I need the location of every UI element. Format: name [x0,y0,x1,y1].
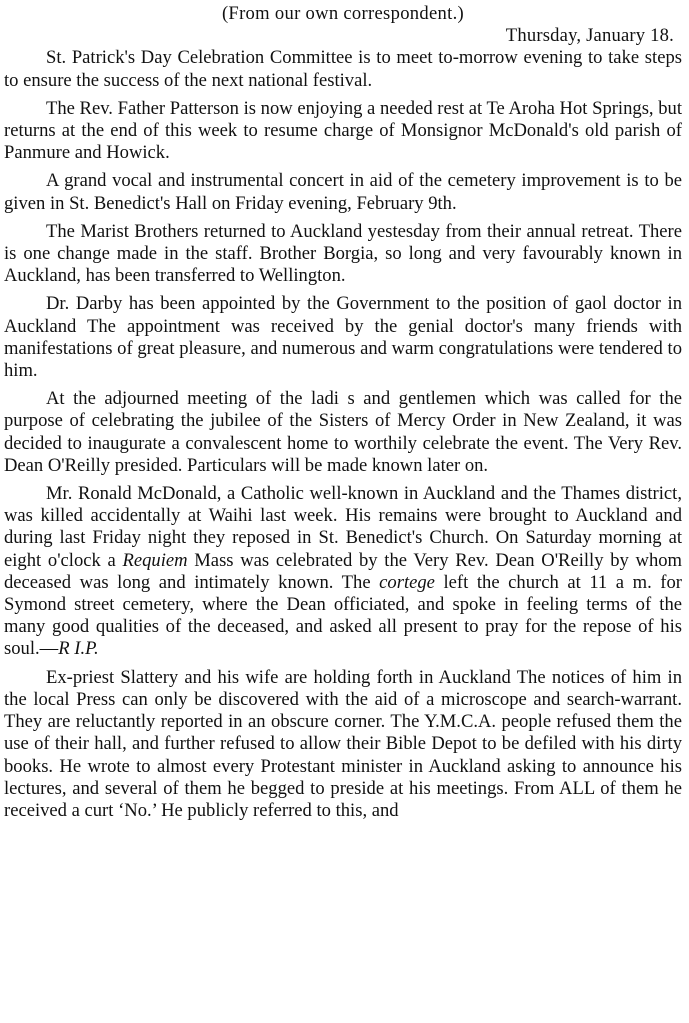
paragraph-concert: A grand vocal and instrumental concert in aid of the cemetery improvement is to be given in St. Benedict's Hall on Friday evening, February 9th. [4,170,682,214]
paragraph-committee: St. Patrick's Day Celebration Committee is to meet to-morrow evening to take steps to ensure the success of the next national festival. [4,47,682,91]
italic-rip: R I.P. [58,638,99,660]
paragraph-dr-darby: Dr. Darby has been appointed by the Government to the position of gaol doctor in Auckland The appointment was received by the genial doctor's many friends with manifestations of great pleasure, and numerous and warm congratulations were tendered to him. [4,293,682,382]
text-run: Mr. Ronald McDonald, a Catholic well-known in Auckland and the Thames district, was killed accidentally at Waihi last week. His remains were brought to Auckland and during last Friday night they reposed in St. Benedict's Church. On Saturday morning at eight o'clock a [4,483,682,571]
paragraph-slattery: Ex-priest Slattery and his wife are holding forth in Auckland The notices of him in the local Press can only be discovered with the aid of a microscope and search-warrant. They are reluctantly reported in an obscure corner. The Y.M.C.A. people refused them the use of their hall, and further refused to allow their Bible Depot to be defiled with his dirty books. He wrote to almost every Protestant minister in Auckland asking to announce his lectures, and several of them he begged to preside at his meetings. From ALL of them he received a curt ‘No.’ He publicly referred to this, and [4,666,682,821]
italic-cortege: cortege [379,571,435,593]
paragraph-marist-brothers: The Marist Brothers returned to Auckland yestesday from their annual retreat. There is one change made in the staff. Brother Borgia, so long and very favourably known in Auckland, has been transferred to Wellington. [4,220,682,287]
correspondent-line: (From our own correspondent.) [221,3,465,24]
text-run: left the church at 11 a m. for Symond street cemetery, where the Dean officiated, and spoke in feeling terms of the many good qualities of the deceased, and asked all present to pray for the repose of his soul.— [4,571,682,660]
paragraph-ronald-mcdonald [4,483,682,661]
dateline: Thursday, January 18. [505,25,674,47]
paragraph-father-patterson: The Rev. Father Patterson is now enjoying a needed rest at Te Aroha Hot Springs, but returns at the end of this week to resume charge of Monsignor McDonald's old parish of Panmure and Howick. [4,97,682,164]
italic-requiem: Requiem [122,549,188,571]
newspaper-column [4,3,682,828]
text-run: Mass was celebrated by the Very Rev. Dean O'Reilly by whom deceased was long and intimately known. The [4,549,682,593]
paragraph-sisters-of-mercy: At the adjourned meeting of the ladi s and gentlemen which was called for the purpose of celebrating the jubilee of the Sisters of Mercy Order in New Zealand, it was decided to inaugurate a convalescent home to worthily celebrate the event. The Very Rev. Dean O'Reilly presided. Particulars will be made known later on. [4,388,682,476]
